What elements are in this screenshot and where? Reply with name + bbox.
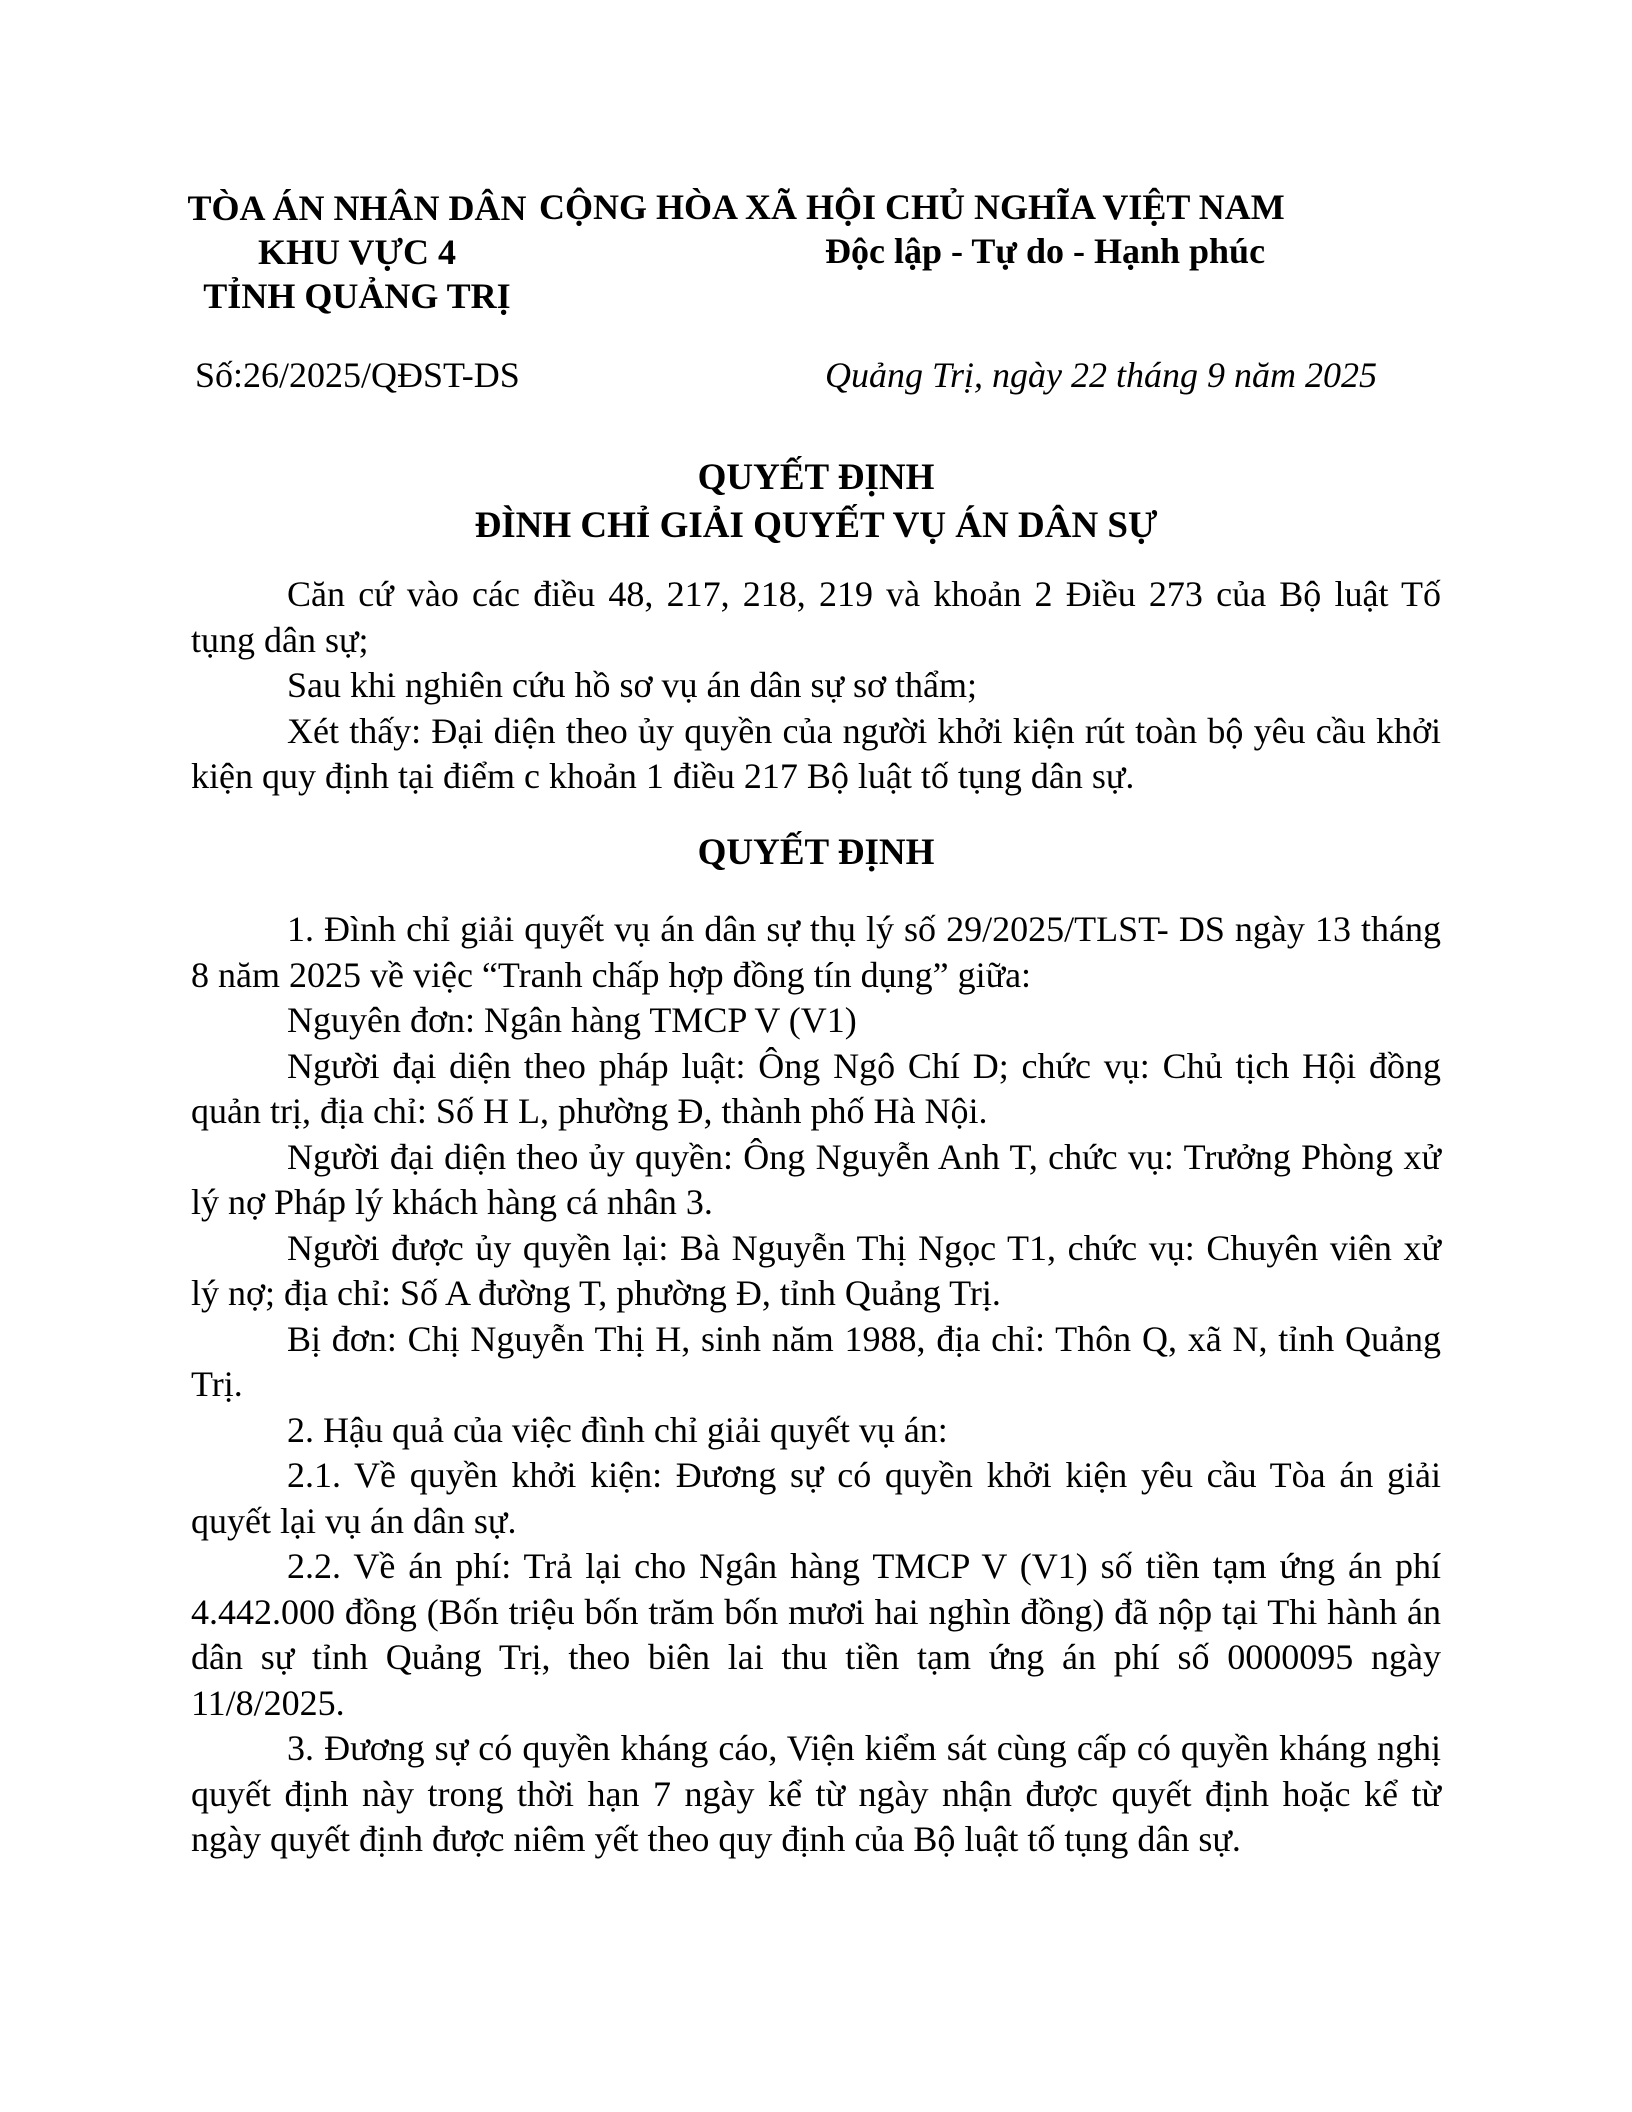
paragraph-finding: Xét thấy: Đại diện theo ủy quyền của người khởi kiện rút toàn bộ yêu cầu khởi kiện quy định tại điểm c khoản 1 điều 217 Bộ luật tố tụng dân sự.: [191, 710, 1441, 796]
document-title-block: [191, 454, 1441, 550]
document-subtitle: ĐÌNH CHỈ GIẢI QUYẾT VỤ ÁN DÂN SỰ: [474, 505, 1158, 546]
document-title: QUYẾT ĐỊNH: [697, 457, 935, 498]
paragraph-appeal-rights: 3. Đương sự có quyền kháng cáo, Viện kiểm sát cùng cấp có quyền kháng nghị quyết định này trong thời hạn 7 ngày kể từ ngày nhận được quyết định hoặc kể từ ngày quyết định được niêm yết theo quy định của Bộ luật tố tụng dân sự.: [191, 1728, 1441, 1859]
paragraph-court-fee: 2.2. Về án phí: Trả lại cho Ngân hàng TMCP V (V1) số tiền tạm ứng án phí 4.442.000 đồng (Bốn triệu bốn trăm bốn mươi hai nghìn đồng) đã nộp tại Thi hành án dân sự tỉnh Quảng Trị, theo biên lai thu tiền tạm ứng án phí số 0000095 ngày 11/8/2025.: [191, 1546, 1441, 1723]
paragraph-plaintiff: Nguyên đơn: Ngân hàng TMCP V (V1): [287, 1000, 857, 1040]
court-name: TÒA ÁN NHÂN DÂN: [187, 188, 527, 228]
paragraph-legal-representative: Người đại diện theo pháp luật: Ông Ngô Chí D; chức vụ: Chủ tịch Hội đồng quản trị, địa chỉ: Số H L, phường Đ, thành phố Hà Nội.: [191, 1045, 1441, 1131]
paragraph-defendant: Bị đơn: Chị Nguyễn Thị H, sinh năm 1988, địa chỉ: Thôn Q, xã N, tỉnh Quảng Trị.: [191, 1318, 1441, 1404]
paragraph-sub-authorized-person: Người được ủy quyền lại: Bà Nguyễn Thị Ngọc T1, chức vụ: Chuyên viên xử lý nợ; địa chỉ: Số A đường T, phường Đ, tỉnh Quảng Trị.: [191, 1227, 1441, 1313]
national-title: CỘNG HÒA XÃ HỘI CHỦ NGHĨA VIỆT NAM: [539, 187, 1285, 227]
decision-heading: QUYẾT ĐỊNH: [697, 831, 935, 873]
court-province: TỈNH QUẢNG TRỊ: [203, 276, 511, 316]
paragraph-legal-basis: Căn cứ vào các điều 48, 217, 218, 219 và khoản 2 Điều 273 của Bộ luật Tố tụng dân sự;: [191, 574, 1441, 660]
document-number: Số:26/2025/QĐST-DS: [195, 355, 520, 395]
meta-row: [191, 354, 1441, 400]
paragraph-consequences: 2. Hậu quả của việc đình chỉ giải quyết vụ án:: [287, 1409, 948, 1450]
national-motto: Độc lập - Tự do - Hạnh phúc: [825, 231, 1266, 271]
document-header: [187, 186, 1441, 318]
paragraph-decision-1: 1. Đình chỉ giải quyết vụ án dân sự thụ lý số 29/2025/TLST- DS ngày 13 tháng 8 năm 2025 về việc “Tranh chấp hợp đồng tín dụng” giữa:: [191, 909, 1441, 995]
paragraph-authorized-representative: Người đại diện theo ủy quyền: Ông Nguyễn Anh T, chức vụ: Trưởng Phòng xử lý nợ Pháp lý khách hàng cá nhân 3.: [191, 1136, 1441, 1222]
date-line: Quảng Trị, ngày 22 tháng 9 năm 2025: [825, 355, 1378, 395]
court-region: KHU VỰC 4: [258, 232, 456, 272]
paragraph-right-to-sue: 2.1. Về quyền khởi kiện: Đương sự có quyền khởi kiện yêu cầu Tòa án giải quyết lại vụ án dân sự.: [191, 1455, 1441, 1541]
document-body: [191, 572, 1441, 1863]
paragraph-case-review: Sau khi nghiên cứu hồ sơ vụ án dân sự sơ thẩm;: [287, 665, 978, 705]
court-block: [181, 186, 533, 318]
